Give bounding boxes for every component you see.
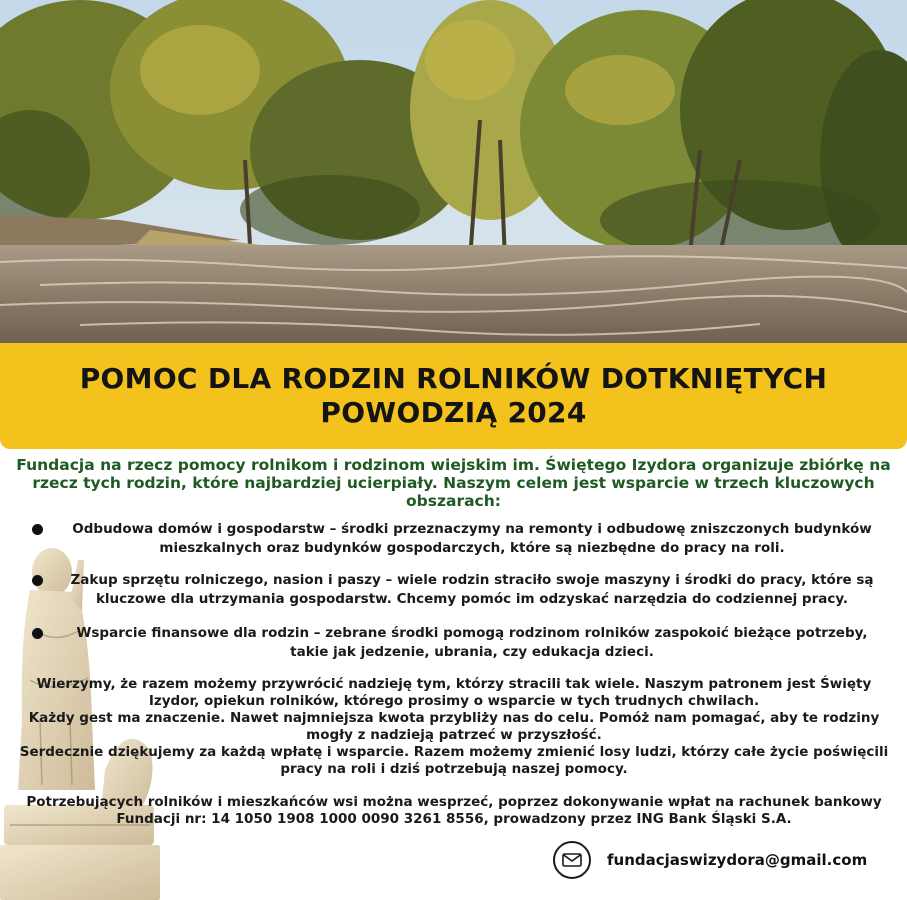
title-band: [0, 343, 907, 449]
bullet-dot-icon: [32, 524, 43, 535]
bullet-text: Odbudowa domów i gospodarstw – środki przeznaczymy na remonty i odbudowę zniszczonych budynków mieszkalnych oraz budynków gospodarczych, które są niezbędne do pracy na roli.: [72, 521, 872, 556]
list-item: [28, 624, 888, 662]
contact-email[interactable]: [553, 841, 867, 879]
list-item: [28, 571, 888, 609]
paragraph: Wierzymy, że razem możemy przywrócić nadzieję tym, którzy stracili tak wiele. Naszym patronem jest Święty Izydor, opiekun rolników, którego prosimy o wsparcie w tych trudnych chwilach.: [36, 676, 872, 709]
bullet-text: Wsparcie finansowe dla rodzin – zebrane środki pomogą rodzinom rolników zaspokoić bieżące potrzeby, takie jak jedzenie, ubrania, czy edukacja dzieci.: [76, 625, 868, 660]
list-item: [28, 520, 888, 558]
paragraph: Serdecznie dziękujemy za każdą wpłatę i wsparcie. Razem możemy zmienić losy ludzi, którzy całe życie poświęcili pracy na roli i dziś potrzebują naszej pomocy.: [19, 744, 889, 777]
mail-icon: [553, 841, 591, 879]
intro-text: Fundacja na rzecz pomocy rolnikom i rodzinom wiejskim im. Świętego Izydora organizuje zbiórkę na rzecz tych rodzin, które najbardziej ucierpiały. Naszym celem jest wsparcie w trzech kluczowych obszarach:: [16, 456, 891, 510]
bullet-dot-icon: [32, 575, 43, 586]
page-title: POMOC DLA RODZIN ROLNIKÓW DOTKNIĘTYCH POWODZIĄ 2024: [79, 362, 828, 429]
paragraph: Każdy gest ma znaczenie. Nawet najmniejsza kwota przybliży nas do celu. Pomóż nam pomagać, aby te rodziny mogły z nadzieją patrzeć w przyszłość.: [28, 710, 880, 743]
bullet-dot-icon: [32, 628, 43, 639]
closing-paragraphs: [14, 676, 894, 778]
bank-account-paragraph: Potrzebujących rolników i mieszkańców wsi można wesprzeć, poprzez dokonywanie wpłat na rachunek bankowy Fundacji nr: 14 1050 1908 1000 0090 3261 8556, prowadzony przez ING Bank Śląski S.A.: [26, 794, 882, 827]
flood-photo: [0, 0, 907, 345]
email-address[interactable]: fundacjaswizydora@gmail.com: [607, 851, 868, 869]
bullet-text: Zakup sprzętu rolniczego, nasion i paszy – wiele rodzin straciło swoje maszyny i środki do pracy, które są kluczowe dla utrzymania gospodarstw. Chcemy pomóc im odzyskać narzędzia do codziennej pracy.: [70, 572, 874, 607]
bullet-list: [28, 520, 888, 662]
